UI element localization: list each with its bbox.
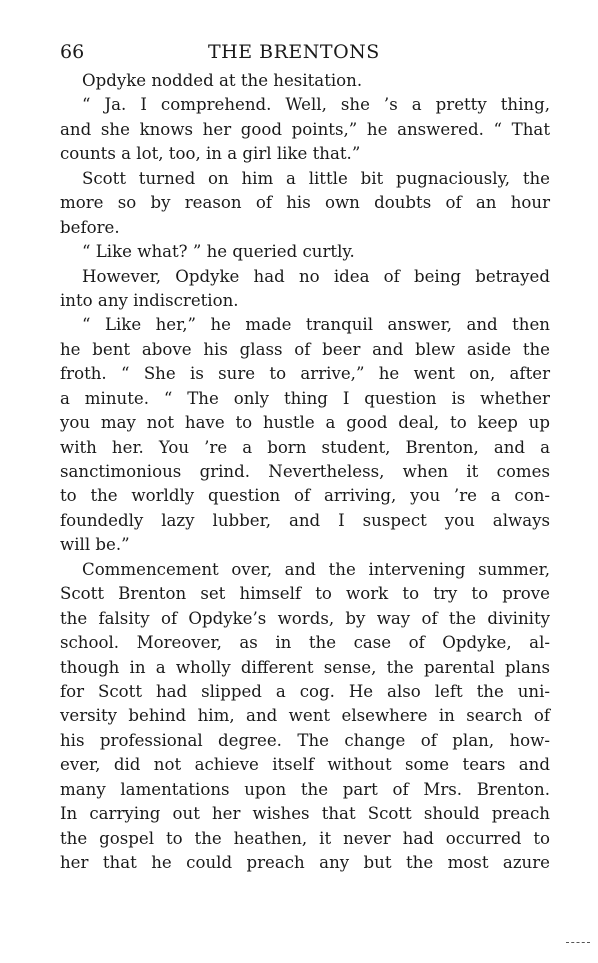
text-line: the gospel to the heathen, it never had occurred to: [60, 828, 550, 848]
text-line: to the worldly question of arriving, you ’re a con-: [60, 486, 550, 506]
text-line: “ Like her,” he made tranquil answer, and then: [82, 315, 550, 335]
text-line: for Scott had slipped a cog. He also left the uni-: [60, 681, 550, 701]
text-line: the falsity of Opdyke’s words, by way of the divinity: [60, 608, 550, 628]
text-line: froth. “ She is sure to arrive,” he went on, after: [60, 364, 550, 384]
corner-mark: [566, 942, 590, 943]
text-line: Opdyke nodded at the hesitation.: [82, 71, 363, 90]
text-line: you may not have to hustle a good deal, to keep up: [60, 413, 550, 433]
text-line: a minute. “ The only thing I question is whether: [60, 388, 550, 408]
text-line: Scott turned on him a little bit pugnaciously, the: [82, 168, 550, 188]
text-line: his professional degree. The change of plan, how-: [60, 730, 550, 750]
text-line: he bent above his glass of beer and blew aside the: [60, 339, 550, 359]
text-line: her that he could preach any but the most azure: [60, 853, 550, 872]
page-header: [60, 40, 550, 64]
text-line: Commencement over, and the intervening summer,: [82, 559, 550, 579]
text-line: However, Opdyke had no idea of being betrayed: [82, 266, 550, 286]
text-line: “ Ja. I comprehend. Well, she ’s a pretty thing,: [82, 95, 550, 115]
body-text: [60, 69, 550, 875]
text-line: many lamentations upon the part of Mrs. Brenton.: [60, 779, 550, 799]
text-line: counts a lot, too, in a girl like that.”: [60, 144, 361, 164]
text-line: with her. You ’re a born student, Brenton, and a: [60, 437, 550, 457]
text-line: more so by reason of his own doubts of an hour: [60, 193, 550, 213]
running-head: THE BRENTONS: [208, 41, 380, 63]
text-line: will be.”: [60, 535, 130, 555]
text-line: before.: [60, 217, 120, 237]
text-line: versity behind him, and went elsewhere in search of: [60, 706, 550, 726]
text-line: “ Like what? ” he queried curtly.: [82, 242, 355, 262]
text-line: school. Moreover, as in the case of Opdyke, al-: [60, 633, 550, 653]
text-line: though in a wholly different sense, the parental plans: [60, 657, 550, 677]
text-line: ever, did not achieve itself without some tears and: [60, 755, 550, 775]
text-line: into any indiscretion.: [60, 290, 239, 310]
text-line: sanctimonious grind. Nevertheless, when it comes: [60, 462, 550, 481]
text-line: and she knows her good points,” he answered. “ That: [60, 119, 550, 139]
book-page: [60, 40, 550, 875]
text-line: foundedly lazy lubber, and I suspect you always: [60, 510, 550, 530]
text-line: In carrying out her wishes that Scott should preach: [60, 804, 550, 824]
text-line: Scott Brenton set himself to work to try to prove: [60, 584, 550, 604]
page-number: 66: [60, 41, 85, 63]
